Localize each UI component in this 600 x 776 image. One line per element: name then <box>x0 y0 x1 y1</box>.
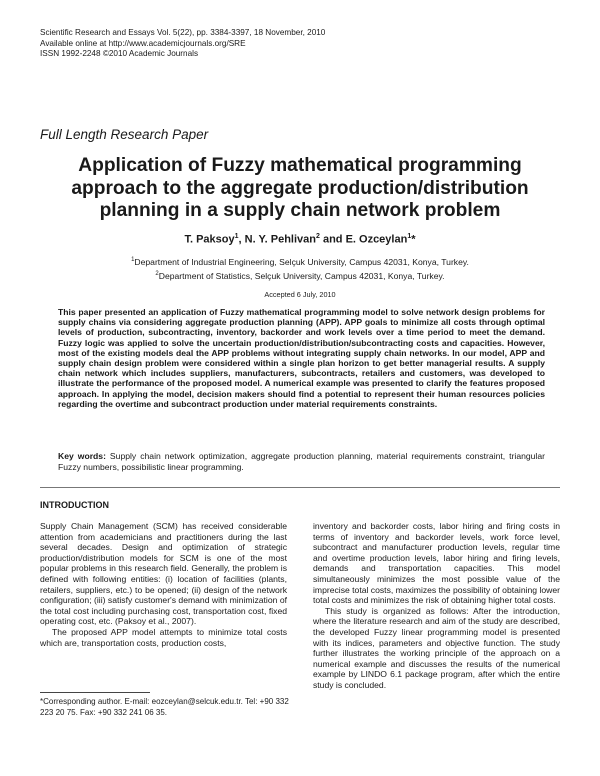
affiliation-1 <box>40 254 560 268</box>
author-name: N. Y. Pehlivan <box>244 233 316 246</box>
paper-type: Full Length Research Paper <box>40 127 209 142</box>
abstract: This paper presented an application of Fuzzy mathematical programming model to solve network design problems for supply chains via considering aggregate production planning (APP). APP goals to minimize all costs through optimal levels of production, subcontracting, inventory, backorder and work levels over a time period to meet the demand. Fuzzy logic was applied to solve the uncertain production/distribution/subcontracting costs and capacities. However, most of the existing models deal the APP problems without integrating supply chain networks. In our model, APP and supply chain design problem were considered within a single plan horizon to get better managerial results. A supply chain network which includes suppliers, manufacturers, subcontracts, retailers and customers, was developed to illustrate the performance of the proposed model. A numerical example was presented to clarify the features proposed approach. In applying the model, decision makers should find a potential to represent their human resources policies regarding the overtime and subcontract production under material requirements constraints. <box>58 307 545 409</box>
section-divider <box>40 487 560 488</box>
author-separator: and <box>319 233 346 246</box>
affiliation-mark: 1 <box>131 257 135 263</box>
right-column <box>313 521 560 691</box>
author-separator: , <box>238 233 245 246</box>
keywords-text: Supply chain network optimization, aggregate production planning, material requirements constraint, triangular Fuzzy numbers, possibilistic linear programming. <box>58 451 545 472</box>
author-affil-mark: 2 <box>315 233 320 240</box>
journal-issn: ISSN 1992-2248 ©2010 Academic Journals <box>40 49 199 58</box>
affiliation-text: Department of Statistics, Selçuk University, Campus 42031, Konya, Turkey. <box>158 270 445 281</box>
affiliation-mark: 2 <box>155 270 159 277</box>
corresponding-mark: * <box>411 233 416 246</box>
journal-header <box>40 28 325 60</box>
section-heading: INTRODUCTION <box>40 500 109 510</box>
journal-availability: Available online at http://www.academicjournals.org/SRE <box>40 38 246 48</box>
author-affil-mark: 1 <box>407 233 412 240</box>
author-list <box>40 233 560 246</box>
accepted-date: Accepted 6 July, 2010 <box>264 290 336 299</box>
affiliation-2 <box>40 268 560 282</box>
paragraph: inventory and backorder costs, labor hiring and firing costs in terms of inventory and backorder levels, work force level, subcontract and manufacturer production levels, regular time and overtime production levels, labor hiring and firing levels, demands and transportation capacities. This model simultaneously minimizes the most possible value of the imprecise total costs, maximizes the possibility of obtaining lower total costs and minimizes the risk of obtaining higher total costs. <box>313 521 560 606</box>
author-name: E. Ozceylan <box>345 233 408 246</box>
paragraph: This study is organized as follows: After the introduction, where the literature research and aim of the study are described, the developed Fuzzy linear programming model is presented with its indices, parameters and objective function. The study further illustrates the working principle of the approach on a numerical example and discusses the results of the numerical example by LINDO 6.1 package program, after which the entire study is concluded. <box>313 605 560 690</box>
left-column <box>40 521 287 648</box>
affiliations <box>40 254 560 282</box>
journal-citation: Scientific Research and Essays Vol. 5(22), pp. 3384-3397, 18 November, 2010 <box>40 28 326 37</box>
keywords-label: Key words: <box>58 451 106 461</box>
paper-title: Application of Fuzzy mathematical programming approach to the aggregate production/distribution planning in a supply chain network problem <box>71 155 529 221</box>
author-affil-mark: 1 <box>234 233 239 240</box>
affiliation-text: Department of Industrial Engineering, Selçuk University, Campus 42031, Konya, Turkey. <box>134 256 469 267</box>
corresponding-author-footnote: *Corresponding author. E-mail: eozceylan@selcuk.edu.tr. Tel: +90 332 223 20 75. Fax: +90 332 241 06 35. <box>40 697 289 717</box>
paragraph: Supply Chain Management (SCM) has received considerable attention from academicians and practitioners during the last several decades. Design and optimization of strategic production/distribution models for SCM is one of the most popular problems in this research field. Generally, the problem is defined with following entities: (i) location of facilities (plants, retailers, suppliers, etc.) to be opened; (ii) design of the network configuration; (iii) satisfy customer's demand with minimization of the total cost including purchasing cost, transportation cost, fixed operating cost, etc. (Paksoy et al., 2007). <box>40 521 287 627</box>
footnote-divider <box>40 692 150 693</box>
author-name: T. Paksoy <box>184 233 235 246</box>
keywords <box>58 451 545 473</box>
paragraph: The proposed APP model attempts to minimize total costs which are, transportation costs, production costs, <box>40 626 287 648</box>
